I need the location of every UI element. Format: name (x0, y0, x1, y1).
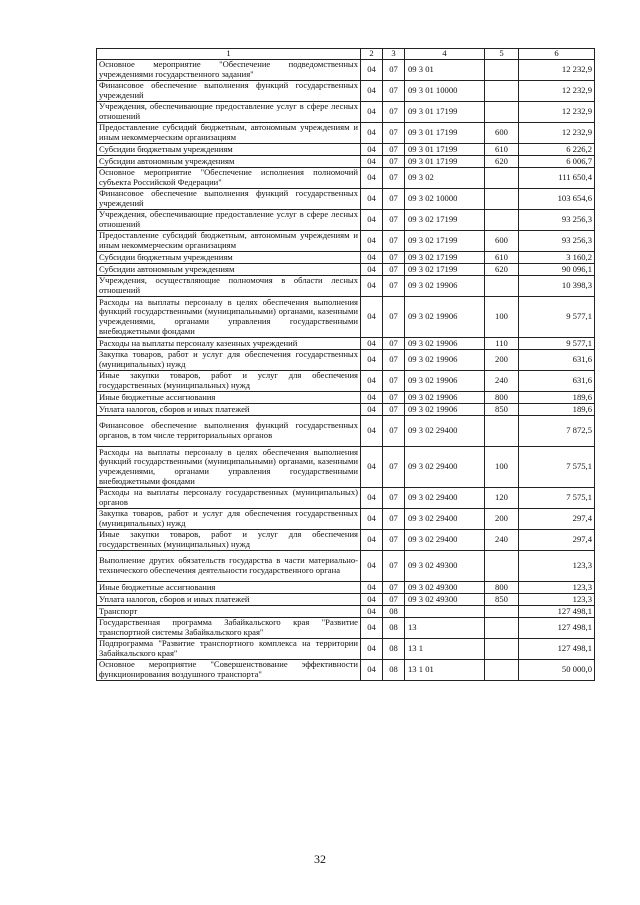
row-name: Расходы на выплаты персоналу государственных (муниципальных) органов (97, 488, 361, 509)
row-target-code: 09 3 02 17199 (405, 264, 485, 276)
row-name: Закупка товаров, работ и услуг для обеспечения государственных (муниципальных) нужд (97, 509, 361, 530)
row-amount: 123,3 (519, 594, 595, 606)
table-row (97, 416, 595, 447)
row-name: Расходы на выплаты персоналу в целях обеспечения выполнения функций государственными (муниципальными) органами, казенными учреждениями, органами управления государственными внебюджетными фондами (97, 447, 361, 488)
row-expense-type: 100 (485, 447, 519, 488)
row-amount: 189,6 (519, 392, 595, 404)
row-subsection: 07 (383, 404, 405, 416)
row-amount: 12 232,9 (519, 123, 595, 144)
row-amount: 297,4 (519, 530, 595, 551)
row-expense-type (485, 416, 519, 447)
row-expense-type: 240 (485, 530, 519, 551)
row-target-code: 09 3 01 17199 (405, 123, 485, 144)
table-row (97, 60, 595, 81)
table-row (97, 189, 595, 210)
row-section: 04 (361, 594, 383, 606)
row-section: 04 (361, 156, 383, 168)
header-col-3: 3 (383, 49, 405, 60)
row-section: 04 (361, 231, 383, 252)
row-target-code: 09 3 02 29400 (405, 530, 485, 551)
row-target-code: 09 3 02 19906 (405, 392, 485, 404)
table-row (97, 488, 595, 509)
row-subsection: 07 (383, 371, 405, 392)
row-target-code: 09 3 02 49300 (405, 551, 485, 582)
row-expense-type: 620 (485, 264, 519, 276)
table-row (97, 660, 595, 681)
table-row (97, 606, 595, 618)
row-amount: 90 096,1 (519, 264, 595, 276)
row-name: Финансовое обеспечение выполнения функций государственных учреждений (97, 81, 361, 102)
table-row (97, 371, 595, 392)
table-row (97, 618, 595, 639)
header-col-1: 1 (97, 49, 361, 60)
table-row (97, 264, 595, 276)
table-row (97, 156, 595, 168)
row-target-code: 09 3 01 (405, 60, 485, 81)
row-name: Учреждения, обеспечивающие предоставление услуг в сфере лесных отношений (97, 210, 361, 231)
row-subsection: 07 (383, 210, 405, 231)
row-name: Основное мероприятие "Совершенствование эффективности функционирования воздушного транспорта" (97, 660, 361, 681)
header-col-2: 2 (361, 49, 383, 60)
row-amount: 123,3 (519, 582, 595, 594)
row-amount: 127 498,1 (519, 606, 595, 618)
row-amount: 127 498,1 (519, 618, 595, 639)
row-subsection: 07 (383, 530, 405, 551)
row-expense-type (485, 660, 519, 681)
page-number: 32 (314, 852, 326, 866)
row-subsection: 07 (383, 81, 405, 102)
row-expense-type: 200 (485, 350, 519, 371)
row-target-code: 09 3 02 29400 (405, 416, 485, 447)
row-expense-type: 240 (485, 371, 519, 392)
row-name: Финансовое обеспечение выполнения функций государственных учреждений (97, 189, 361, 210)
header-col-6: 6 (519, 49, 595, 60)
row-amount: 93 256,3 (519, 231, 595, 252)
row-subsection: 07 (383, 168, 405, 189)
row-amount: 103 654,6 (519, 189, 595, 210)
row-section: 04 (361, 264, 383, 276)
row-name: Уплата налогов, сборов и иных платежей (97, 594, 361, 606)
row-expense-type (485, 168, 519, 189)
row-target-code: 09 3 01 10000 (405, 81, 485, 102)
row-name: Транспорт (97, 606, 361, 618)
row-section: 04 (361, 297, 383, 338)
row-target-code: 09 3 02 19906 (405, 404, 485, 416)
row-amount: 12 232,9 (519, 102, 595, 123)
row-subsection: 08 (383, 639, 405, 660)
table-row (97, 582, 595, 594)
row-subsection: 07 (383, 156, 405, 168)
row-section: 04 (361, 392, 383, 404)
row-name: Финансовое обеспечение выполнения функций государственных органов, в том числе территориальных органов (97, 416, 361, 447)
row-expense-type (485, 81, 519, 102)
row-expense-type (485, 276, 519, 297)
row-subsection: 07 (383, 144, 405, 156)
table-row (97, 123, 595, 144)
row-expense-type: 800 (485, 392, 519, 404)
table-row (97, 350, 595, 371)
table-row (97, 447, 595, 488)
row-subsection: 08 (383, 660, 405, 681)
row-target-code: 09 3 02 29400 (405, 509, 485, 530)
row-amount: 7 575,1 (519, 488, 595, 509)
row-expense-type: 100 (485, 297, 519, 338)
row-subsection: 07 (383, 231, 405, 252)
table-row (97, 81, 595, 102)
row-subsection: 07 (383, 123, 405, 144)
row-expense-type: 610 (485, 252, 519, 264)
row-target-code: 09 3 02 (405, 168, 485, 189)
row-name: Иные бюджетные ассигнования (97, 582, 361, 594)
row-target-code: 09 3 02 19906 (405, 371, 485, 392)
table-row (97, 231, 595, 252)
row-amount: 6 226,2 (519, 144, 595, 156)
budget-table (96, 48, 595, 681)
row-section: 04 (361, 488, 383, 509)
budget-table-body (97, 49, 595, 681)
row-amount: 9 577,1 (519, 297, 595, 338)
row-expense-type (485, 618, 519, 639)
row-section: 04 (361, 168, 383, 189)
row-target-code (405, 606, 485, 618)
table-row (97, 210, 595, 231)
table-row (97, 530, 595, 551)
row-expense-type (485, 210, 519, 231)
row-subsection: 07 (383, 416, 405, 447)
row-target-code: 13 1 01 (405, 660, 485, 681)
row-target-code: 09 3 02 29400 (405, 447, 485, 488)
table-row (97, 551, 595, 582)
row-amount: 9 577,1 (519, 338, 595, 350)
row-expense-type (485, 189, 519, 210)
row-subsection: 07 (383, 264, 405, 276)
row-section: 04 (361, 210, 383, 231)
row-section: 04 (361, 123, 383, 144)
row-name: Субсидии бюджетным учреждениям (97, 144, 361, 156)
row-amount: 127 498,1 (519, 639, 595, 660)
row-target-code: 09 3 01 17199 (405, 144, 485, 156)
row-section: 04 (361, 660, 383, 681)
row-name: Расходы на выплаты персоналу в целях обеспечения выполнения функций государственными (муниципальными) органами, казенными учреждениями, органами управления государственными внебюджетными фондами (97, 297, 361, 338)
table-row (97, 276, 595, 297)
row-name: Уплата налогов, сборов и иных платежей (97, 404, 361, 416)
table-row (97, 338, 595, 350)
row-section: 04 (361, 530, 383, 551)
row-amount: 3 160,2 (519, 252, 595, 264)
row-section: 04 (361, 350, 383, 371)
row-subsection: 07 (383, 276, 405, 297)
row-section: 04 (361, 509, 383, 530)
row-section: 04 (361, 371, 383, 392)
row-expense-type: 850 (485, 404, 519, 416)
row-amount: 189,6 (519, 404, 595, 416)
row-expense-type (485, 102, 519, 123)
row-subsection: 07 (383, 551, 405, 582)
header-col-4: 4 (405, 49, 485, 60)
row-section: 04 (361, 582, 383, 594)
row-amount: 631,6 (519, 350, 595, 371)
row-subsection: 07 (383, 488, 405, 509)
row-name: Иные закупки товаров, работ и услуг для обеспечения государственных (муниципальных) нужд (97, 371, 361, 392)
table-row (97, 404, 595, 416)
row-target-code: 09 3 02 17199 (405, 252, 485, 264)
row-expense-type: 800 (485, 582, 519, 594)
row-name: Иные бюджетные ассигнования (97, 392, 361, 404)
row-subsection: 07 (383, 392, 405, 404)
row-expense-type: 620 (485, 156, 519, 168)
row-subsection: 07 (383, 509, 405, 530)
row-expense-type (485, 606, 519, 618)
row-target-code: 09 3 02 49300 (405, 582, 485, 594)
row-subsection: 07 (383, 338, 405, 350)
row-target-code: 09 3 02 49300 (405, 594, 485, 606)
row-section: 04 (361, 276, 383, 297)
row-section: 04 (361, 551, 383, 582)
row-section: 04 (361, 404, 383, 416)
row-amount: 7 872,5 (519, 416, 595, 447)
header-row (97, 49, 595, 60)
row-name: Выполнение других обязательств государства в части материально-технического обеспечения деятельности государственного органа (97, 551, 361, 582)
row-subsection: 07 (383, 189, 405, 210)
row-expense-type (485, 551, 519, 582)
row-section: 04 (361, 81, 383, 102)
table-row (97, 639, 595, 660)
row-expense-type: 200 (485, 509, 519, 530)
row-subsection: 07 (383, 252, 405, 264)
table-row (97, 102, 595, 123)
row-expense-type: 110 (485, 338, 519, 350)
row-name: Предоставление субсидий бюджетным, автономным учреждениям и иным некоммерческим организациям (97, 123, 361, 144)
row-amount: 50 000,0 (519, 660, 595, 681)
row-subsection: 07 (383, 447, 405, 488)
row-name: Учреждения, осуществляющие полномочия в области лесных отношений (97, 276, 361, 297)
row-name: Закупка товаров, работ и услуг для обеспечения государственных (муниципальных) нужд (97, 350, 361, 371)
row-amount: 6 006,7 (519, 156, 595, 168)
row-section: 04 (361, 144, 383, 156)
row-amount: 12 232,9 (519, 81, 595, 102)
row-name: Предоставление субсидий бюджетным, автономным учреждениям и иным некоммерческим организациям (97, 231, 361, 252)
row-subsection: 07 (383, 594, 405, 606)
row-target-code: 09 3 01 17199 (405, 102, 485, 123)
row-target-code: 09 3 02 17199 (405, 210, 485, 231)
row-section: 04 (361, 60, 383, 81)
row-target-code: 13 (405, 618, 485, 639)
row-name: Иные закупки товаров, работ и услуг для обеспечения государственных (муниципальных) нужд (97, 530, 361, 551)
row-section: 04 (361, 252, 383, 264)
row-expense-type: 600 (485, 231, 519, 252)
row-name: Субсидии автономным учреждениям (97, 264, 361, 276)
table-row (97, 252, 595, 264)
row-amount: 123,3 (519, 551, 595, 582)
row-target-code: 09 3 01 17199 (405, 156, 485, 168)
row-name: Субсидии автономным учреждениям (97, 156, 361, 168)
table-row (97, 594, 595, 606)
row-subsection: 08 (383, 618, 405, 639)
row-target-code: 09 3 02 17199 (405, 231, 485, 252)
row-expense-type: 610 (485, 144, 519, 156)
row-section: 04 (361, 416, 383, 447)
row-target-code: 09 3 02 19906 (405, 297, 485, 338)
row-expense-type: 850 (485, 594, 519, 606)
table-row (97, 168, 595, 189)
row-subsection: 07 (383, 60, 405, 81)
row-target-code: 09 3 02 10000 (405, 189, 485, 210)
row-section: 04 (361, 102, 383, 123)
row-expense-type (485, 60, 519, 81)
row-subsection: 07 (383, 350, 405, 371)
row-amount: 12 232,9 (519, 60, 595, 81)
row-amount: 93 256,3 (519, 210, 595, 231)
row-section: 04 (361, 618, 383, 639)
row-subsection: 07 (383, 102, 405, 123)
row-name: Основное мероприятие "Обеспечение исполнения полномочий субъекта Российской Федерации" (97, 168, 361, 189)
row-name: Основное мероприятие "Обеспечение подведомственных учреждениями государственного задания" (97, 60, 361, 81)
row-expense-type: 600 (485, 123, 519, 144)
row-section: 04 (361, 338, 383, 350)
row-section: 04 (361, 447, 383, 488)
row-amount: 631,6 (519, 371, 595, 392)
row-amount: 297,4 (519, 509, 595, 530)
row-target-code: 09 3 02 29400 (405, 488, 485, 509)
row-target-code: 09 3 02 19906 (405, 350, 485, 371)
table-row (97, 509, 595, 530)
row-name: Субсидии бюджетным учреждениям (97, 252, 361, 264)
table-row (97, 144, 595, 156)
row-section: 04 (361, 639, 383, 660)
row-section: 04 (361, 606, 383, 618)
row-name: Государственная программа Забайкальского края "Развитие транспортной системы Забайкальского края" (97, 618, 361, 639)
row-subsection: 07 (383, 297, 405, 338)
row-target-code: 09 3 02 19906 (405, 338, 485, 350)
row-amount: 7 575,1 (519, 447, 595, 488)
row-subsection: 07 (383, 582, 405, 594)
row-subsection: 08 (383, 606, 405, 618)
table-row (97, 297, 595, 338)
row-name: Расходы на выплаты персоналу казенных учреждений (97, 338, 361, 350)
row-target-code: 13 1 (405, 639, 485, 660)
table-row (97, 392, 595, 404)
row-section: 04 (361, 189, 383, 210)
row-target-code: 09 3 02 19906 (405, 276, 485, 297)
row-name: Подпрограмма "Развитие транспортного комплекса на территории Забайкальского края" (97, 639, 361, 660)
row-name: Учреждения, обеспечивающие предоставление услуг в сфере лесных отношений (97, 102, 361, 123)
row-expense-type (485, 639, 519, 660)
row-amount: 10 398,3 (519, 276, 595, 297)
row-expense-type: 120 (485, 488, 519, 509)
header-col-5: 5 (485, 49, 519, 60)
row-amount: 111 650,4 (519, 168, 595, 189)
